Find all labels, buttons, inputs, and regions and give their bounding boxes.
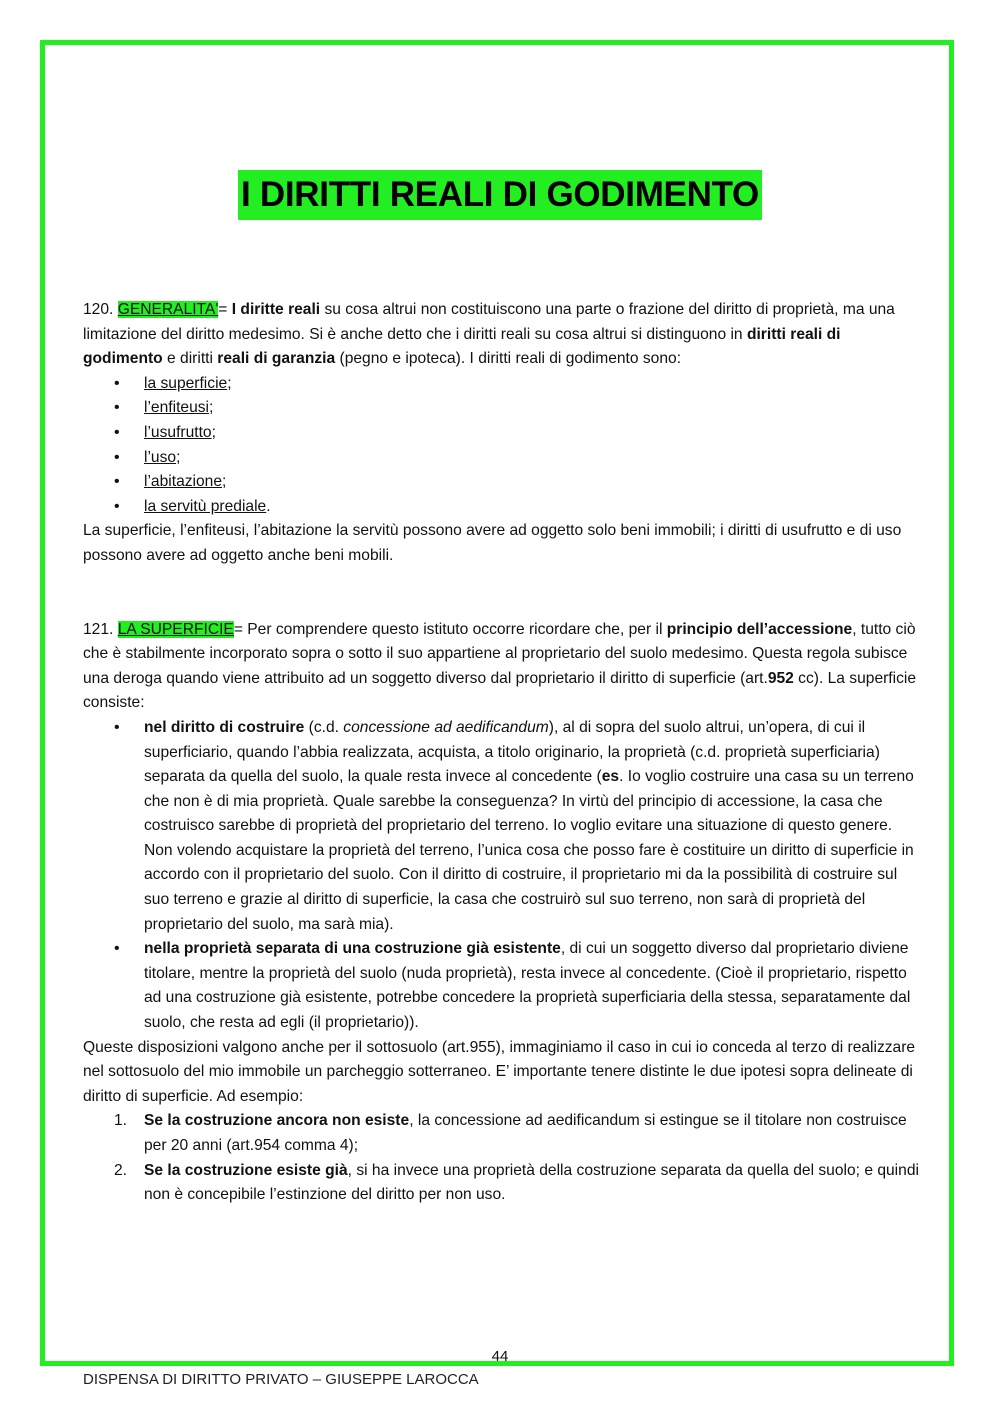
list-item: • l’uso; [144, 446, 923, 471]
rights-list [83, 372, 923, 520]
main-content [83, 298, 923, 1208]
page-number: 44 [491, 1348, 509, 1365]
section-120-after: La superficie, l’enfiteusi, l’abitazione la servitù possono avere ad oggetto solo beni immobili; i diritti di usufrutto e di uso possono avere ad oggetto anche beni mobili. [83, 522, 902, 564]
list-item: • la superficie; [144, 372, 923, 397]
section-121-after: Queste disposizioni valgono anche per il sottosuolo (art.955), immaginiamo il caso in cui io conceda al terzo di realizzare nel sottosuolo del mio immobile un parcheggio sotterraneo. E’ importante tenere distinte le due ipotesi sopra delineate di diritto di superficie. Ad esempio: [83, 1038, 916, 1105]
section-120-heading: GENERALITA' [117, 301, 219, 318]
section-121-paragraph: 121. LA SUPERFICIE= Per comprendere questo istituto occorre ricordare che, per il principio dell’accessione, tutto ciò che è stabilmente incorporato sopra o sotto il suo appartiene al proprietario del suolo medesimo. Questa regola subisce una deroga quando viene attribuito ad un soggetto diverso dal proprietario il diritto di superficie (art.952 cc). La superficie consiste: [83, 620, 917, 712]
superficie-list [83, 716, 923, 1036]
page-title: I DIRITTI REALI DI GODIMENTO [238, 170, 762, 220]
examples-list [83, 1109, 923, 1207]
list-item: 2. Se la costruzione esiste già, si ha invece una proprietà della costruzione separata da quella del suolo; e quindi non è concepibile l’estinzione del diritto per non uso. [114, 1161, 919, 1204]
list-item: • nel diritto di costruire (c.d. concessione ad aedificandum), al di sopra del suolo altrui, un’opera, di cui il superficiario, quando l’abbia realizzata, acquista, a titolo originario, la proprietà (c.d. proprietà superficiaria) separata da quella del suolo, la quale resta invece al concedente (es. Io voglio costruire una casa su un terreno che non è di mia proprietà. Quale sarebbe la conseguenza? In virtù del principio di accessione, la casa che costruisco sarebbe di proprietà del proprietario del terreno. Io voglio evitare una situazione di questo genere. Non volendo acquistare la proprietà del terreno, l’unica cosa che posso fare è costituire un diritto di superficie in accordo con il proprietario del suolo. Con il diritto di costruire, il proprietario mi da la possibilità di costruire sul suo terreno e grazie al diritto di superficie, la casa che costruirò sul suo terreno, non sarà di proprietà del proprietario del suolo, ma sarà mia). [144, 716, 923, 937]
page-footer: DISPENSA DI DIRITTO PRIVATO – GIUSEPPE LAROCCA [83, 1371, 479, 1388]
list-item: • l’usufrutto; [144, 421, 923, 446]
list-item: • nella proprietà separata di una costruzione già esistente, di cui un soggetto diverso dal proprietario diviene titolare, mentre la proprietà del suolo (nuda proprietà), resta invece al concedente. (Cioè il proprietario, rispetto ad una costruzione già esistente, potrebbe concedere la proprietà superficiaria della stessa, separatamente dal suolo, che resta ad egli (il proprietario)). [144, 937, 923, 1035]
list-item: • l’abitazione; [144, 470, 923, 495]
list-item: • l’enfiteusi; [144, 396, 923, 421]
list-item: • la servitù prediale. [144, 495, 923, 520]
list-item: 1. Se la costruzione ancora non esiste, la concessione ad aedificandum si estingue se il titolare non costruisce per 20 anni (art.954 comma 4); [114, 1112, 907, 1154]
section-120-paragraph: 120. GENERALITA'= I diritte reali su cosa altrui non costituiscono una parte o frazione del diritto di proprietà, ma una limitazione del diritto medesimo. Si è anche detto che i diritti reali su cosa altrui si distinguono in diritti reali di godimento e diritti reali di garanzia (pegno e ipoteca). I diritti reali di godimento sono: [83, 301, 895, 368]
section-121-heading: LA SUPERFICIE [117, 620, 234, 638]
